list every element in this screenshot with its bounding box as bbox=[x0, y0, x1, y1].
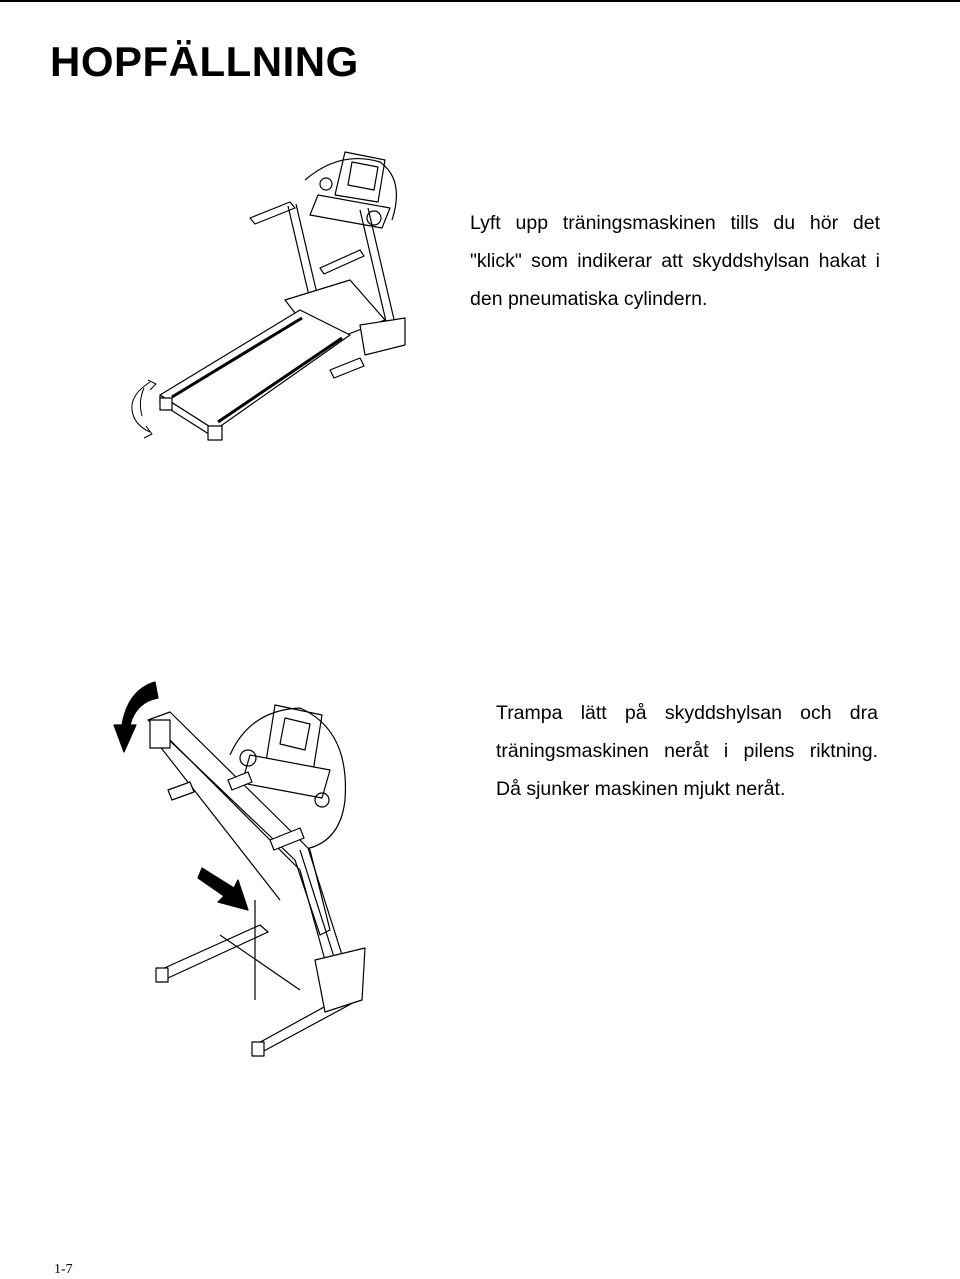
step-1-text bbox=[470, 204, 880, 318]
step-line: träningsmaskinen neråt i pilens riktning. bbox=[496, 740, 878, 762]
press-arrow-icon bbox=[198, 868, 248, 910]
top-rule bbox=[0, 0, 960, 2]
step-2-text bbox=[496, 694, 878, 808]
step-line: Då sjunker maskinen mjukt neråt. bbox=[496, 778, 786, 800]
step-line: Trampa lätt på skyddshylsan och dra bbox=[496, 702, 878, 724]
console-icon bbox=[305, 152, 396, 228]
step-line: den pneumatiska cylindern. bbox=[470, 288, 708, 310]
treadmill-unfolded-illustration bbox=[120, 140, 420, 460]
step-line: "klick" som indikerar att skyddshylsan hakat i bbox=[470, 250, 880, 272]
treadmill-folded-illustration bbox=[100, 670, 380, 1070]
rotate-arrow-icon bbox=[132, 380, 156, 438]
page-number: 1-7 bbox=[54, 1262, 73, 1277]
page-title: HOPFÄLLNING bbox=[50, 38, 359, 85]
step-line: Lyft upp träningsmaskinen tills du hör det bbox=[470, 212, 880, 234]
